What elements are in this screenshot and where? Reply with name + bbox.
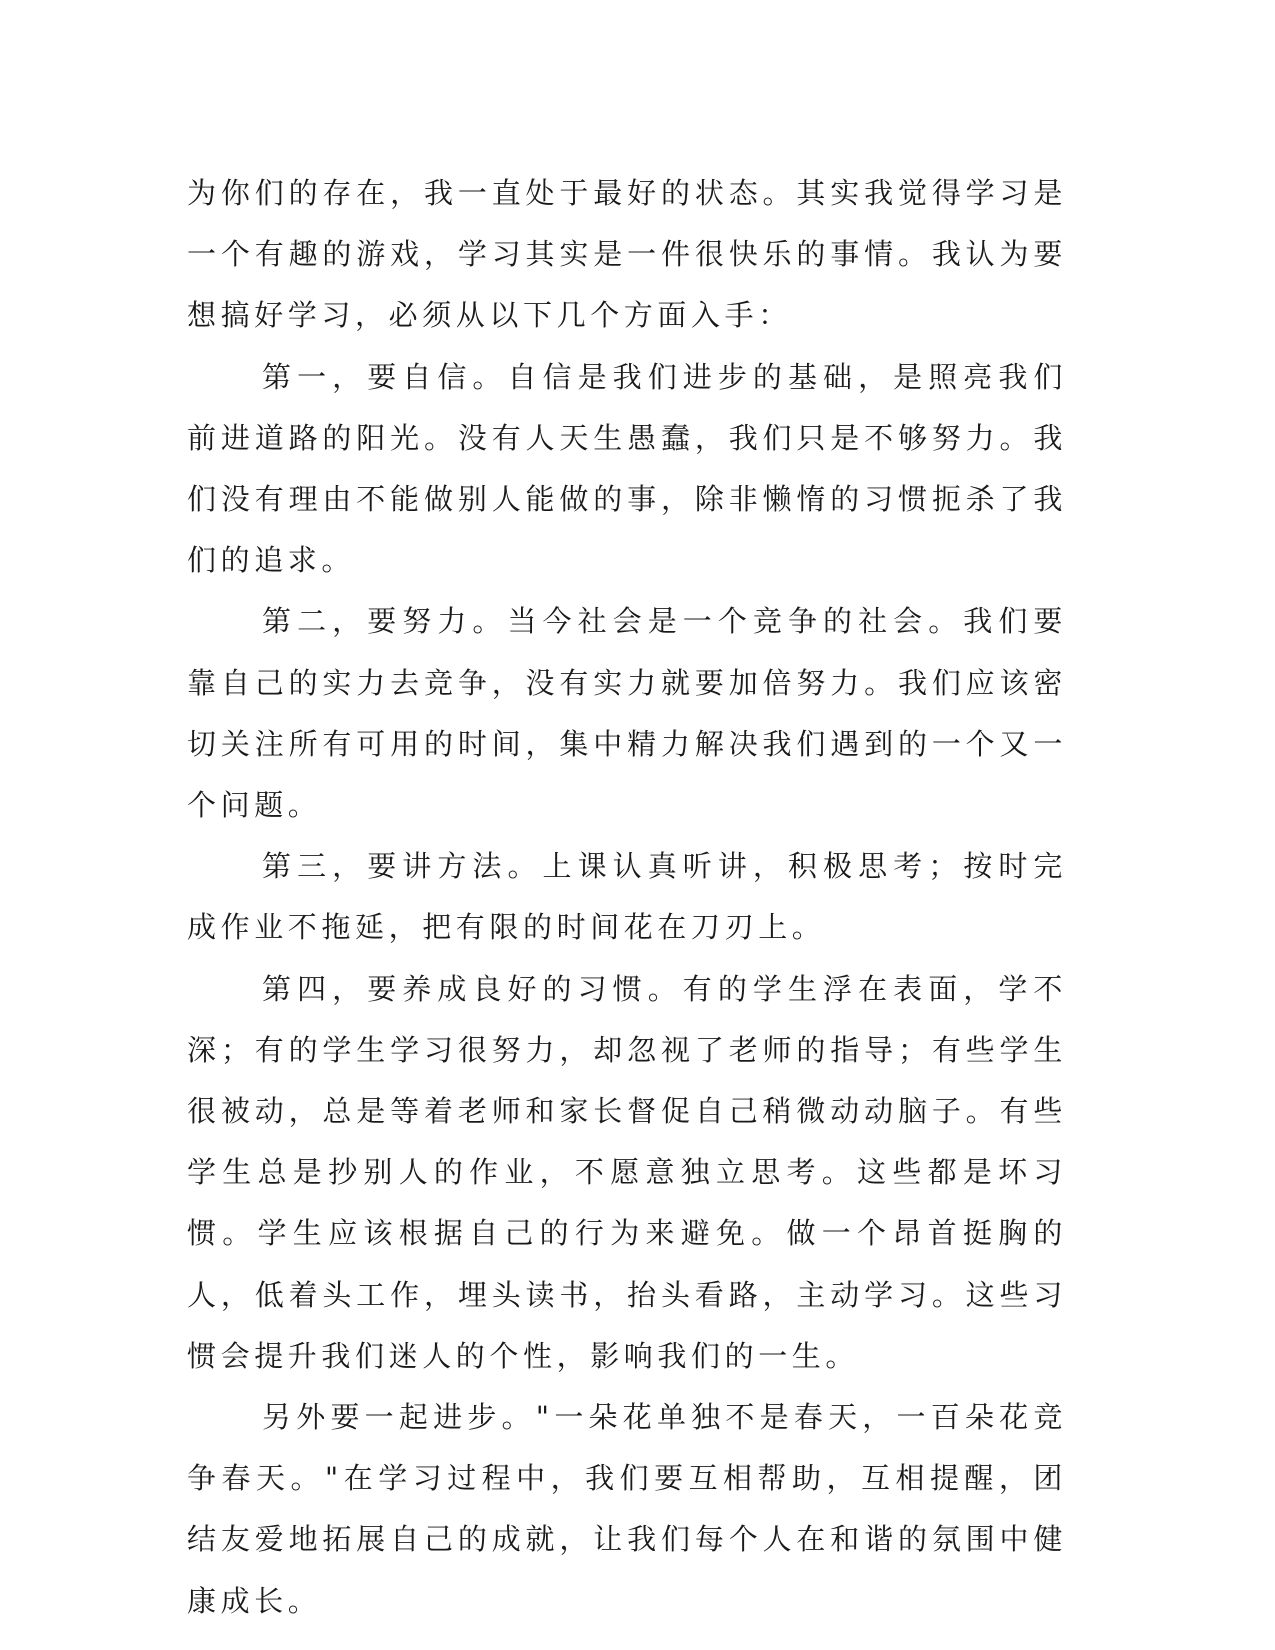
paragraph-habits: 第四，要养成良好的习惯。有的学生浮在表面，学不深；有的学生学习很努力，却忽视了老师的指导；有些学生很被动，总是等着老师和家长督促自己稍微动动脑子。有些学生总是抄别人的作业，不愿意独立思考。这些都是坏习惯。学生应该根据自己的行为来避免。做一个昂首挺胸的人，低着头工作，埋头读书，抬头看路，主动学习。这些习惯会提升我们迷人的个性，影响我们的一生。 [187, 971, 1067, 1373]
paragraph-effort: 第二，要努力。当今社会是一个竞争的社会。我们要靠自己的实力去竞争，没有实力就要加倍努力。我们应该密切关注所有可用的时间，集中精力解决我们遇到的一个又一个问题。 [187, 604, 1067, 823]
paragraph-confidence: 第一，要自信。自信是我们进步的基础，是照亮我们前进道路的阳光。没有人天生愚蠢，我们只是不够努力。我们没有理由不能做别人能做的事，除非懒惰的习惯扼杀了我们的追求。 [187, 359, 1067, 578]
paragraph-intro-continued: 为你们的存在，我一直处于最好的状态。其实我觉得学习是一个有趣的游戏，学习其实是一件很快乐的事情。我认为要想搞好学习，必须从以下几个方面入手： [187, 176, 1067, 333]
paragraph-method: 第三，要讲方法。上课认真听讲，积极思考；按时完成作业不拖延，把有限的时间花在刀刃上。 [187, 849, 1067, 945]
document-body [187, 163, 1067, 1632]
paragraph-progress-together: 另外要一起进步。"一朵花单独不是春天，一百朵花竞争春天。"在学习过程中，我们要互相帮助，互相提醒，团结友爱地拓展自己的成就，让我们每个人在和谐的氛围中健康成长。 [187, 1400, 1067, 1618]
